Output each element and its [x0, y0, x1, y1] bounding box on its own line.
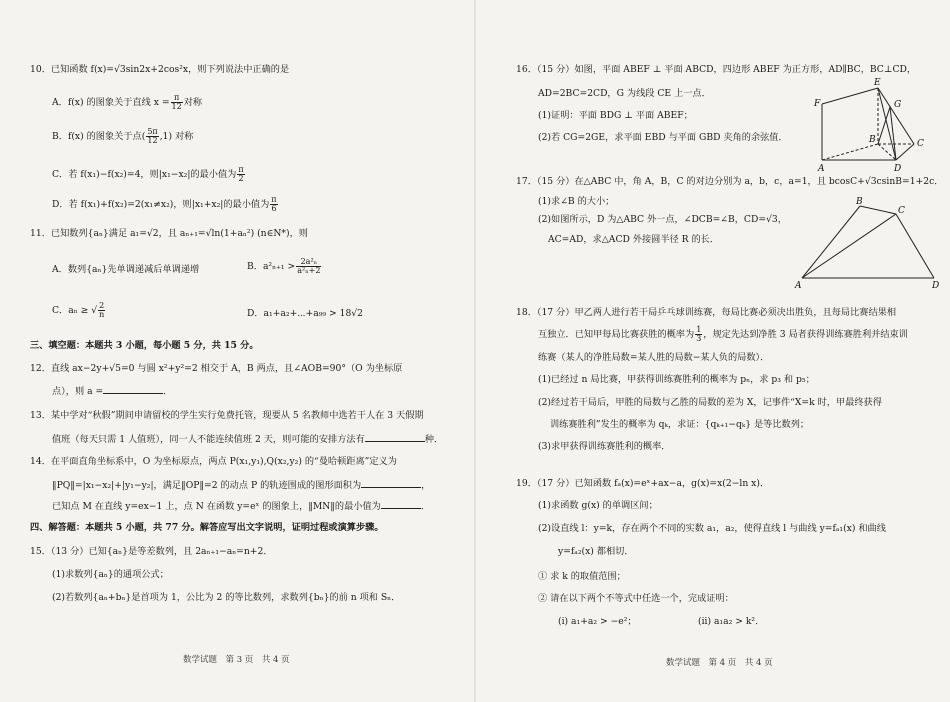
side-ab	[802, 206, 860, 278]
q10-option-d: D．若 f(x₁)+f(x₂)=2(x₁≠x₂)，则|x₁+x₂|的最小值为 $\frac{\pi}{6}$	[52, 195, 277, 213]
q16-part2: (2)若 CG=2GE，求平面 EBD 与平面 GBD 夹角的余弦值．	[538, 132, 788, 143]
q13-line2: 值班（每天只需 1 人值班），同一人不能连续值班 2 天，则可能的安排方法有 种．	[52, 434, 444, 445]
q17-line1: 17．（15 分）在△ABC 中，角 A，B，C 的对边分别为 a，b，c，a=1，且 bcosC+√3csinB=1+2c．	[516, 176, 944, 187]
q16-line2: AD=2BC=2CD，G 为线段 CE 上一点．	[538, 88, 711, 99]
q19-part1: (1)求函数 g(x) 的单调区间；	[538, 500, 658, 511]
q11-option-c: C．aₙ ≥ √ $\frac{2}{n}$	[52, 301, 105, 319]
q19-part2a: (2)设直线 l：y=k，存在两个不同的实数 a₁，a₂，使得直线 l 与曲线 y=fₐ₁(x) 和曲线	[538, 523, 886, 534]
side-bc	[860, 206, 896, 214]
q16-line1: 16．（15 分）如图，平面 ABEF ⊥ 平面 ABCD，四边形 ABEF 为正方形，AD∥BC，BC⊥CD，	[516, 64, 917, 75]
q18-part2a: (2)经过若干局后，甲胜的局数与乙胜的局数的差为 X，记事件“X=k 时，甲最终获得	[538, 397, 882, 408]
q11-option-d: D．a₁+a₂+⋯+a₉₉ > 18√2	[247, 308, 364, 319]
label-c: C	[917, 139, 924, 149]
q19-option-i: (i) a₁+a₂ > −e²；	[558, 616, 637, 627]
q19-stem: 19．（17 分）已知函数 fₐ(x)=eˣ+ax−a，g(x)=x(2−ln x)．	[516, 478, 770, 489]
section-solutions: 四、解答题：本题共 5 小题，共 77 分。解答应写出文字说明，证明过程或演算步骤。	[30, 522, 384, 533]
q18-line1: 18．（17 分）甲乙两人进行若干局乒乓球训练赛，每局比赛必须决出胜负，且每局比赛结果相	[516, 307, 897, 318]
q18-line3: 练赛（某人的净胜局数=某人胜的局数−某人负的局数）．	[538, 352, 770, 363]
label-f: F	[814, 99, 821, 109]
q13-answer-blank	[365, 433, 425, 442]
q12-answer-blank	[103, 385, 163, 394]
page-footer-3: 数学试题 第 3 页 共 4 页	[183, 655, 290, 665]
q18-part3: (3)求甲获得训练赛胜利的概率．	[538, 441, 671, 452]
q15-part1: (1)求数列{aₙ}的通项公式；	[52, 569, 169, 580]
q10-option-c: C．若 f(x₁)−f(x₂)=4，则|x₁−x₂|的最小值为 $\frac{\pi}{2}$	[52, 165, 244, 183]
q17-part2-cont: AC=AD，求△ACD 外接圆半径 R 的长．	[548, 234, 720, 245]
q15-stem: 15．（13 分）已知{aₙ}是等差数列，且 2aₙ₊₁−aₙ=n+2．	[30, 546, 273, 557]
q18-line2: 互独立．已知甲每局比赛获胜的概率为 $\frac{1}{3}$ ，规定先达到净胜 3 局者获得训练赛胜利并结束训	[538, 325, 908, 343]
label-b: B	[869, 135, 876, 145]
label-a2: A	[795, 281, 802, 290]
q16-solid-figure	[814, 74, 950, 174]
page-4	[476, 0, 950, 702]
q14-answer-blank-1	[361, 479, 421, 488]
q10-option-a: A．f(x) 的图象关于直线 x = $\frac{\pi}{12}$ 对称	[52, 93, 203, 111]
q14-answer-blank-2	[381, 500, 421, 509]
label-a: A	[818, 164, 825, 174]
q12-line1: 12．直线 ax−2y+√5=0 与圆 x²+y²=2 相交于 A，B 两点，且∠AOB=90°（O 为坐标原	[30, 363, 403, 374]
q14-line1: 14．在平面直角坐标系中，O 为坐标原点，两点 P(x₁,y₁),Q(x₂,y₂) 的“曼哈顿距离”定义为	[30, 456, 397, 467]
label-d: D	[894, 164, 902, 174]
q14-line3: 已知点 M 在直线 y=ex−1 上，点 N 在函数 y=eˣ 的图象上，‖MN‖的最小值为 ．	[52, 501, 431, 512]
side-ac	[802, 214, 896, 278]
page-3	[0, 0, 474, 702]
q11-stem: 11．已知数列{aₙ}满足 a₁=√2，且 aₙ₊₁=√ln(1+aₙ²) (n∈N*)，则	[30, 228, 308, 239]
q18-part1: (1)已经过 n 局比赛，甲获得训练赛胜利的概率为 pₙ，求 p₃ 和 p₅；	[538, 374, 815, 385]
q15-part2: (2)若数列{aₙ+bₙ}是首项为 1，公比为 2 的等比数列，求数列{bₙ}的前 n 项和 Sₙ．	[52, 592, 401, 603]
label-e: E	[874, 78, 881, 88]
q17-triangle-figure	[794, 196, 946, 290]
q17-part1: (1)求∠B 的大小；	[538, 196, 615, 207]
q10-stem: 10．已知函数 f(x)=√3sin2x+2cos²x，则下列说法中正确的是	[30, 64, 290, 75]
section-fill-in: 三、填空题：本题共 3 小题，每小题 5 分，共 15 分。	[30, 340, 259, 351]
edge-ab	[822, 144, 878, 160]
edge-cd	[896, 144, 914, 160]
q19-part2b: y=fₐ₂(x) 都相切．	[558, 546, 634, 557]
q19-option-ii: (ii) a₁a₂ > k²．	[698, 616, 765, 627]
q16-part1: (1)证明：平面 BDG ⊥ 平面 ABEF；	[538, 110, 693, 121]
q11-option-b: B．a²ₙ₊₁ > $\frac{\text{2a²ₙ}}{\text{a²ₙ+2}}$	[247, 257, 321, 275]
edge-bd	[878, 144, 896, 160]
q12-line2: 点），则 a = ．	[52, 386, 173, 397]
q11-option-a: A．数列{aₙ}先单调递减后单调递增	[52, 264, 200, 275]
q17-part2: (2)如图所示，D 为△ABC 外一点，∠DCB=∠B，CD=√3，	[538, 214, 787, 225]
q19-sub1: ① 求 k 的取值范围；	[538, 571, 626, 582]
label-c2: C	[898, 206, 905, 216]
q18-part2b: 训练赛胜利”发生的概率为 qₖ，求证：{qₖ₊₁−qₖ} 是等比数列；	[550, 419, 810, 430]
label-g: G	[894, 100, 902, 110]
label-d2: D	[932, 281, 940, 290]
q19-sub2: ② 请在以下两个不等式中任选一个，完成证明：	[538, 593, 734, 604]
q10-option-b: B．f(x) 的图象关于点( $\frac{5\pi}{12}$ ,1) 对称	[52, 127, 194, 145]
edge-fe	[822, 88, 878, 104]
label-b2: B	[856, 197, 863, 207]
q13-line1: 13．某中学对“秋假”期间申请留校的学生实行免费托管，现要从 5 名教师中选若干人在 3 天假期	[30, 410, 424, 421]
side-cd	[896, 214, 934, 278]
page-footer-4: 数学试题 第 4 页 共 4 页	[666, 658, 773, 668]
edge-ec	[878, 88, 914, 144]
edge-ed	[878, 88, 896, 160]
q14-line2: ‖PQ‖=|x₁−x₂|+|y₁−y₂|，满足‖OP‖=2 的动点 P 的轨迹围成的图形面积为 ，	[52, 480, 431, 491]
